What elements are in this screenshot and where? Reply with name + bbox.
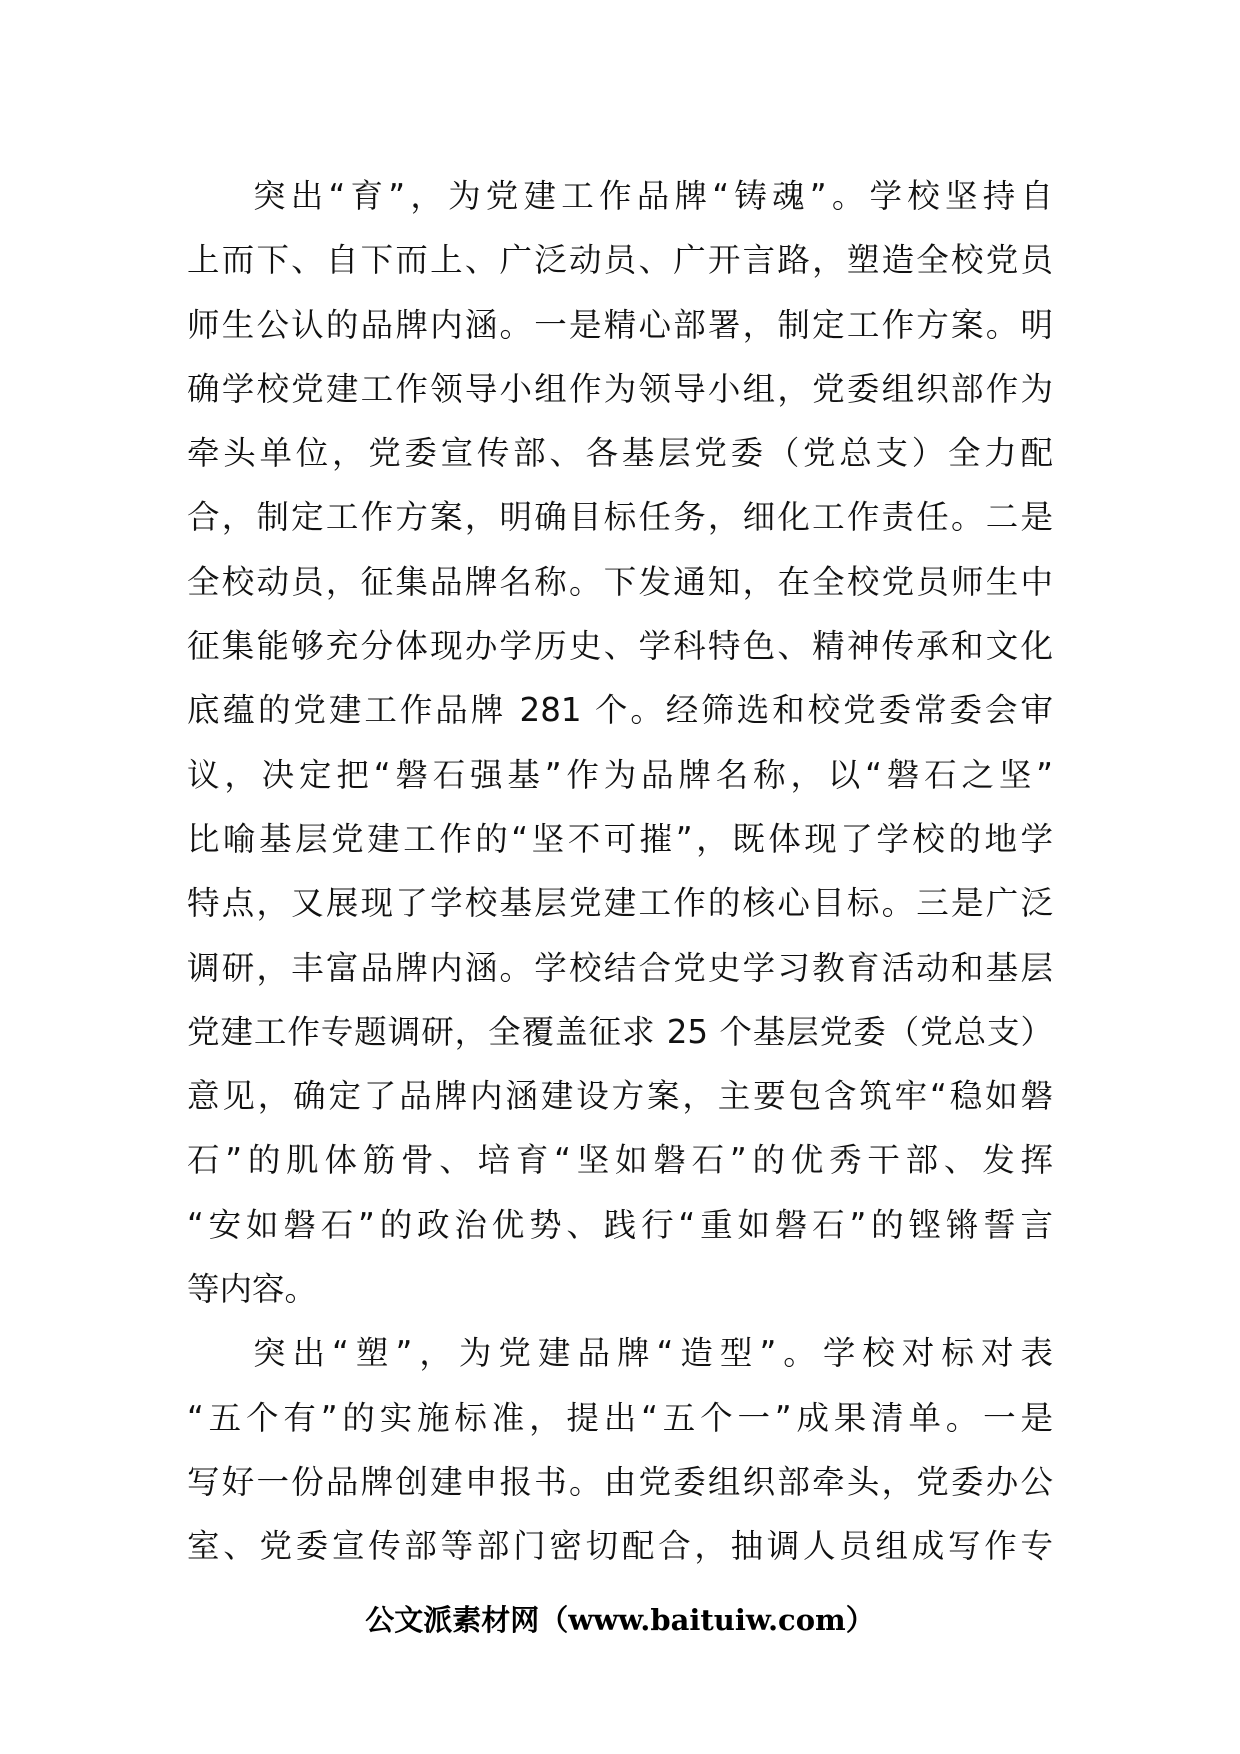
text-line: 议，决定把“磐石强基”作为品牌名称，以“磐石之坚” [187, 755, 1053, 794]
text-line: 党建工作专题调研，全覆盖征求 25 个基层党委（党总支） [187, 1012, 1053, 1051]
text-line: 比喻基层党建工作的“坚不可摧”，既体现了学校的地学 [187, 819, 1053, 858]
text-line: 等内容。 [187, 1270, 318, 1309]
text-line: 写好一份品牌创建申报书。由党委组织部牵头，党委办公 [187, 1462, 1053, 1501]
text-line: 确学校党建工作领导小组作为领导小组，党委组织部作为 [187, 369, 1053, 408]
text-line: 特点，又展现了学校基层党建工作的核心目标。三是广泛 [187, 884, 1053, 923]
text-line: 上而下、自下而上、广泛动员、广开言路，塑造全校党员 [187, 241, 1053, 280]
footer-watermark: 公文派素材网（www.baituiw.com） [365, 1603, 875, 1637]
text-line: 室、党委宣传部等部门密切配合，抽调人员组成写作专 [187, 1527, 1053, 1566]
text-line: 调研，丰富品牌内涵。学校结合党史学习教育活动和基层 [187, 948, 1053, 987]
text-line: 合，制定工作方案，明确目标任务，细化工作责任。二是 [187, 498, 1053, 537]
text-line: 师生公认的品牌内涵。一是精心部署，制定工作方案。明 [187, 305, 1053, 344]
text-line: 意见，确定了品牌内涵建设方案，主要包含筑牢“稳如磐 [187, 1077, 1053, 1116]
text-line: 突出“塑”，为党建品牌“造型”。学校对标对表 [253, 1334, 1053, 1373]
text-line: 石”的肌体筋骨、培育“坚如磐石”的优秀干部、发挥 [187, 1141, 1053, 1180]
text-line: 征集能够充分体现办学历史、学科特色、精神传承和文化 [187, 627, 1053, 666]
text-line: 全校动员，征集品牌名称。下发通知，在全校党员师生中 [187, 562, 1053, 601]
text-line: 牵头单位，党委宣传部、各基层党委（党总支）全力配 [187, 434, 1053, 473]
document-body [187, 164, 1053, 1579]
text-line: “五个有”的实施标准，提出“五个一”成果清单。一是 [187, 1398, 1053, 1437]
text-line: 突出“育”，为党建工作品牌“铸魂”。学校坚持自 [253, 177, 1053, 215]
text-line: “安如磐石”的政治优势、践行“重如磐石”的铿锵誓言 [187, 1205, 1053, 1244]
text-line: 底蕴的党建工作品牌 281 个。经筛选和校党委常委会审 [187, 691, 1053, 730]
